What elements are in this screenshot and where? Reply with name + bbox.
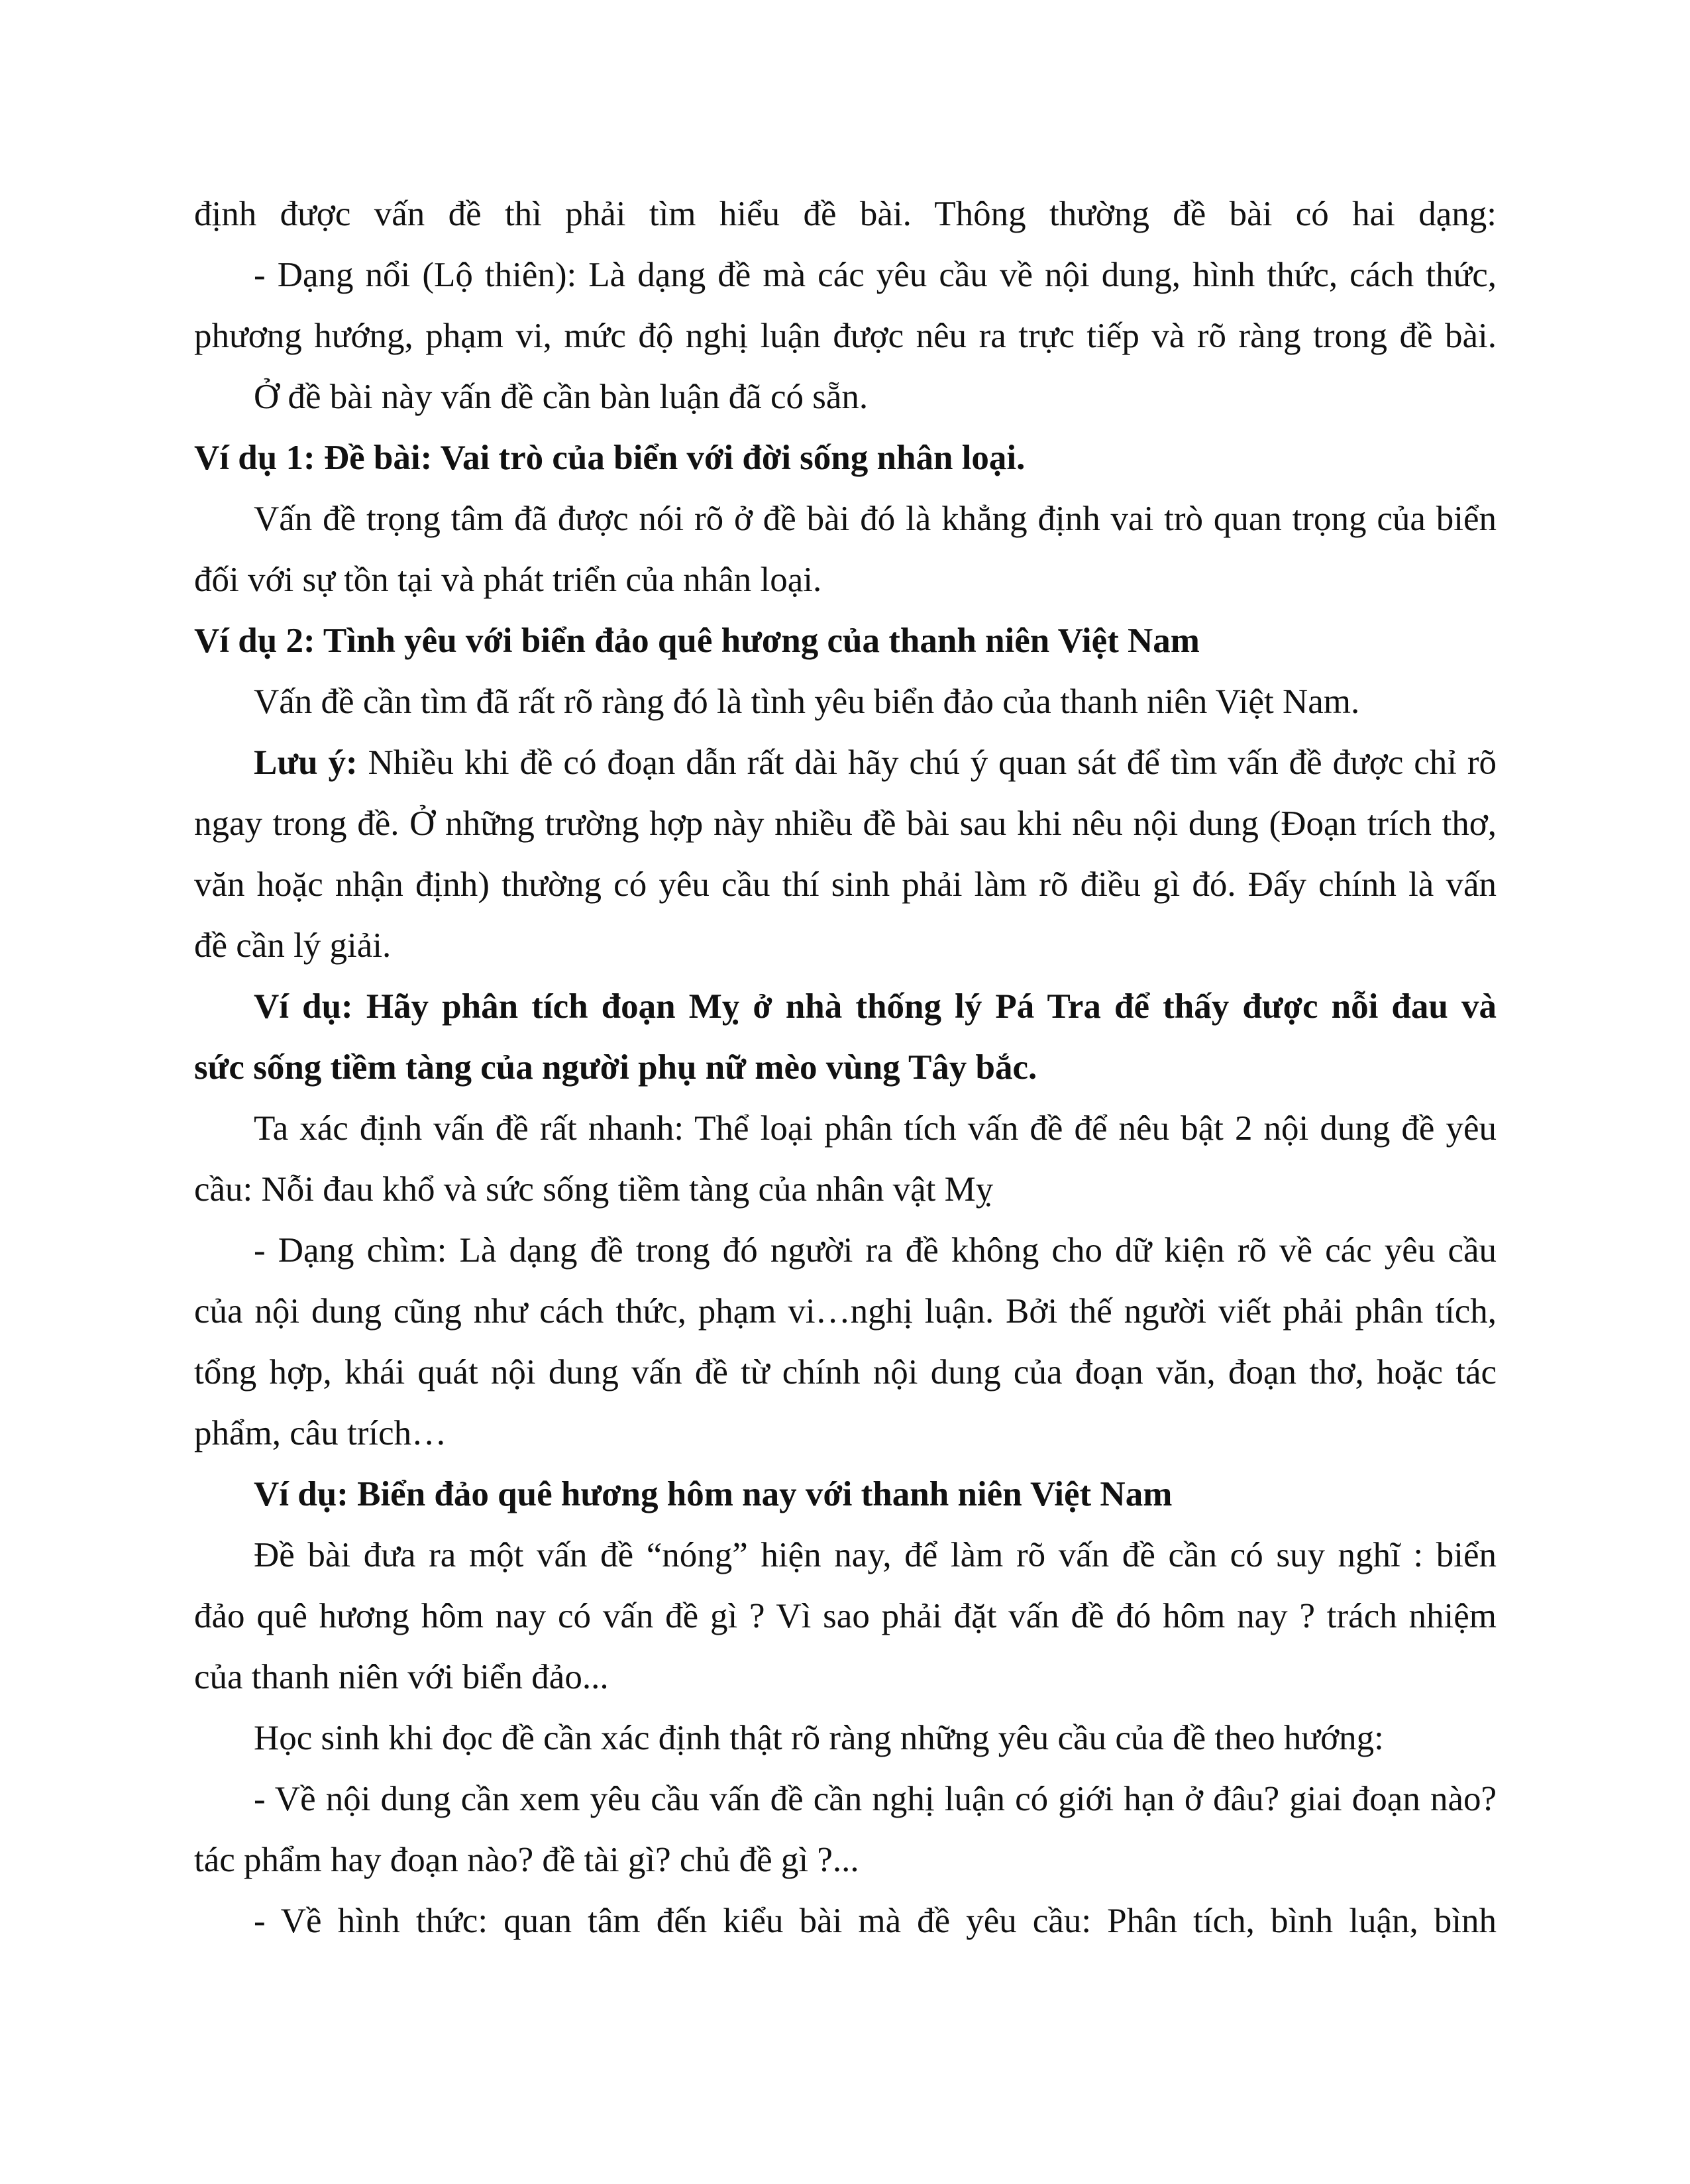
text-line: Vấn đề trọng tâm đã được nói rõ ở đề bài đó là khẳng định vai trò quan trọng của biển (254, 500, 1497, 538)
text-line: đảo quê hương hôm nay có vấn đề gì ? Vì sao phải đặt vấn đề đó hôm nay ? trách nhiệm (194, 1597, 1497, 1635)
text-line: Học sinh khi đọc đề cần xác định thật rõ ràng những yêu cầu của đề theo hướng: (254, 1719, 1384, 1757)
text-line: Đề bài đưa ra một vấn đề “nóng” hiện nay, để làm rõ vấn đề cần có suy nghĩ : biển (254, 1536, 1497, 1574)
text-line: phẩm, câu trích… (194, 1414, 447, 1452)
example-heading: Ví dụ: Biển đảo quê hương hôm nay với thanh niên Việt Nam (254, 1475, 1173, 1513)
text-line: ngay trong đề. Ở những trường hợp này nhiều đề bài sau khi nêu nội dung (Đoạn trích thơ, (194, 804, 1497, 843)
note-line (254, 739, 1497, 786)
text-line: phương hướng, phạm vi, mức độ nghị luận được nêu ra trực tiếp và rõ ràng trong đề bài. (194, 317, 1497, 355)
text-line: - Về hình thức: quan tâm đến kiểu bài mà đề yêu cầu: Phân tích, bình luận, bình (254, 1902, 1497, 1940)
text-line: đề cần lý giải. (194, 926, 392, 965)
example-heading: Ví dụ: Hãy phân tích đoạn Mỵ ở nhà thống lý Pá Tra để thấy được nỗi đau và (254, 987, 1497, 1026)
text-line: - Dạng nổi (Lộ thiên): Là dạng đề mà các yêu cầu về nội dung, hình thức, cách thức, (254, 256, 1497, 294)
note-text: Nhiều khi đề có đoạn dẫn rất dài hãy chú ý quan sát để tìm vấn đề được chỉ rõ (357, 743, 1497, 782)
text-line: Vấn đề cần tìm đã rất rõ ràng đó là tình yêu biển đảo của thanh niên Việt Nam. (254, 682, 1360, 721)
text-line: văn hoặc nhận định) thường có yêu cầu thí sinh phải làm rõ điều gì đó. Đấy chính là vấn (194, 865, 1497, 904)
example-heading: Ví dụ 2: Tình yêu với biển đảo quê hương của thanh niên Việt Nam (194, 622, 1200, 660)
text-line: của thanh niên với biển đảo... (194, 1658, 609, 1696)
text-line: - Về nội dung cần xem yêu cầu vấn đề cần nghị luận có giới hạn ở đâu? giai đoạn nào? (254, 1780, 1497, 1818)
text-line: - Dạng chìm: Là dạng đề trong đó người ra đề không cho dữ kiện rõ về các yêu cầu (254, 1231, 1497, 1270)
example-heading: sức sống tiềm tàng của người phụ nữ mèo vùng Tây bắc. (194, 1048, 1037, 1087)
text-line: Ta xác định vấn đề rất nhanh: Thể loại phân tích vấn đề để nêu bật 2 nội dung đề yêu (254, 1109, 1497, 1148)
text-line: Ở đề bài này vấn đề cần bàn luận đã có sẵn. (254, 378, 869, 416)
example-heading: Ví dụ 1: Đề bài: Vai trò của biển với đời sống nhân loại. (194, 439, 1026, 477)
text-line: tác phẩm hay đoạn nào? đề tài gì? chủ đề gì ?... (194, 1841, 859, 1879)
text-line: của nội dung cũng như cách thức, phạm vi…nghị luận. Bởi thế người viết phải phân tích, (194, 1292, 1497, 1331)
text-line: cầu: Nỗi đau khổ và sức sống tiềm tàng của nhân vật Mỵ (194, 1170, 994, 1209)
text-line: định được vấn đề thì phải tìm hiểu đề bài. Thông thường đề bài có hai dạng: (194, 195, 1497, 233)
text-line: tổng hợp, khái quát nội dung vấn đề từ chính nội dung của đoạn văn, đoạn thơ, hoặc tác (194, 1353, 1497, 1392)
note-label: Lưu ý: (254, 743, 358, 782)
text-line: đối với sự tồn tại và phát triển của nhân loại. (194, 561, 822, 599)
